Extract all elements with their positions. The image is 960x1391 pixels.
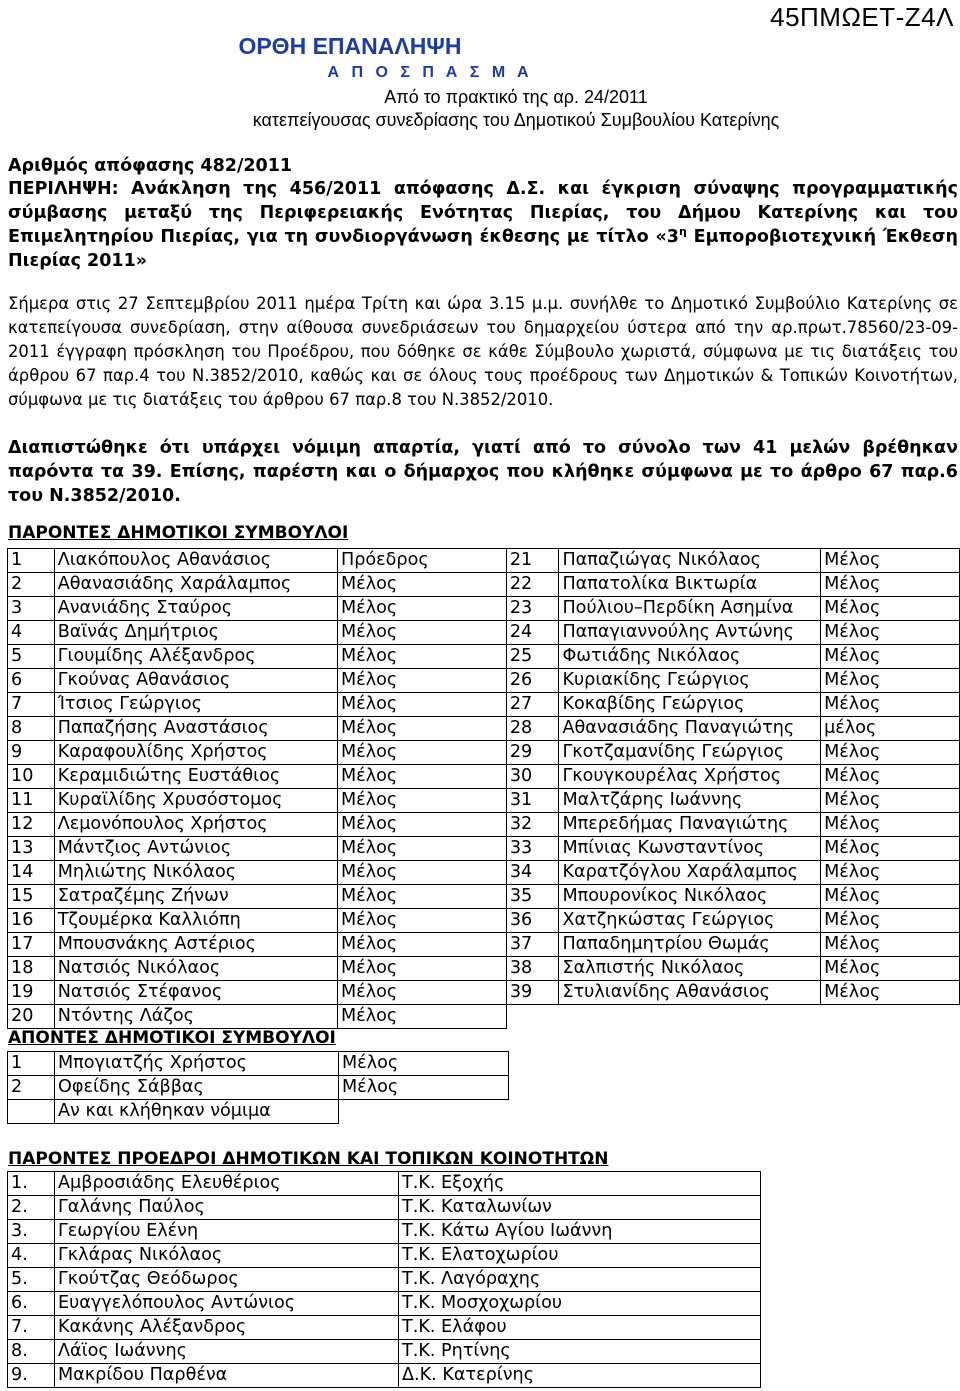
table-row — [8, 573, 960, 597]
table-row — [8, 837, 960, 861]
councillor-name: Παπατολίκα Βικτωρία — [559, 573, 821, 597]
community-name: Τ.Κ. Ελατοχωρίου — [399, 1244, 761, 1268]
councillor-name: Αθανασιάδης Χαράλαμπος — [54, 573, 337, 597]
community-presidents-table — [7, 1171, 761, 1388]
table-row — [8, 669, 960, 693]
table-row — [8, 1172, 761, 1196]
table-row — [8, 621, 960, 645]
councillor-number: 30 — [506, 765, 559, 789]
councillor-number: 34 — [506, 861, 559, 885]
councillor-number: 24 — [506, 621, 559, 645]
councillor-role: Μέλος — [821, 813, 960, 837]
councillor-role: Μέλος — [821, 597, 960, 621]
president-number: 3. — [8, 1220, 55, 1244]
table-row — [8, 1196, 761, 1220]
councillor-name: Γκουγκουρέλας Χρήστος — [559, 765, 821, 789]
community-name: Τ.Κ. Καταλωνίων — [399, 1196, 761, 1220]
present-councillors-heading: ΠΑΡΟΝΤΕΣ ΔΗΜΟΤΙΚΟΙ ΣΥΜΒΟΥΛΟΙ — [8, 523, 349, 543]
councillor-role: Μέλος — [338, 597, 507, 621]
councillor-number: 33 — [506, 837, 559, 861]
councillor-name: Κυριακίδης Γεώργιος — [559, 669, 821, 693]
councillor-number: 1 — [8, 549, 55, 573]
councillor-role: Μέλος — [338, 957, 507, 981]
table-row — [8, 1364, 761, 1388]
councillor-name: Γκούνας Αθανάσιος — [54, 669, 337, 693]
decision-number: Αριθμός απόφασης 482/2011 — [8, 156, 293, 176]
summary-text: ΠΕΡΙΛΗΨΗ: Ανάκληση της 456/2011 απόφασης Δ.Σ. και έγκριση σύναψης προγραμματικής σύμβασης μεταξύ της Περιφερειακής Ενότητας Πιερίας, του Δήμου Κατερίνης και του Επιμελητηρίου Πιερίας, για τη συνδιοργάνωση έκθεσης με τίτλο «3 — [8, 179, 958, 247]
councillor-role: Μέλος — [338, 981, 507, 1005]
president-number: 1. — [8, 1172, 55, 1196]
councillor-name: Παπαγιαννούλης Αντώνης — [559, 621, 821, 645]
councillor-name: Κεραμιδιώτης Ευστάθιος — [54, 765, 337, 789]
councillor-number: 6 — [8, 669, 55, 693]
councillor-number: 10 — [8, 765, 55, 789]
councillor-role: Μέλος — [821, 981, 960, 1005]
councillor-name: Παπαζιώγας Νικόλαος — [559, 549, 821, 573]
president-name: Γκλάρας Νικόλαος — [55, 1244, 399, 1268]
table-row — [8, 693, 960, 717]
councillor-role: Μέλος — [338, 621, 507, 645]
table-row — [8, 1340, 761, 1364]
correction-title: ΟΡΘΗ ΕΠΑΝΑΛΗΨΗ — [238, 33, 462, 59]
councillor-role: Μέλος — [338, 669, 507, 693]
president-number: 7. — [8, 1316, 55, 1340]
table-row — [8, 741, 960, 765]
table-row — [8, 885, 960, 909]
councillor-number: 16 — [8, 909, 55, 933]
president-name: Λάϊος Ιωάννης — [55, 1340, 399, 1364]
president-number: 8. — [8, 1340, 55, 1364]
councillor-number: 17 — [8, 933, 55, 957]
session-description: κατεπείγουσας συνεδρίασης του Δημοτικού Συμβουλίου Κατερίνης — [252, 110, 780, 130]
councillor-name: Μπογιατζής Χρήστος — [55, 1052, 339, 1076]
councillor-role: Μέλος — [338, 861, 507, 885]
ada-code: 45ΠΜΩΕΤ-Ζ4Λ — [770, 2, 954, 32]
president-number: 4. — [8, 1244, 55, 1268]
councillor-name: Σαλπιστής Νικόλαος — [559, 957, 821, 981]
councillor-name: Μπουρονίκος Νικόλαος — [559, 885, 821, 909]
table-row — [8, 933, 960, 957]
table-row — [8, 1268, 761, 1292]
councillor-role: Μέλος — [339, 1052, 509, 1076]
councillor-role: Μέλος — [821, 741, 960, 765]
councillor-number: 21 — [506, 549, 559, 573]
councillor-number: 25 — [506, 645, 559, 669]
councillor-number: 11 — [8, 789, 55, 813]
councillor-number: 22 — [506, 573, 559, 597]
councillor-name: Ίτσιος Γεώργιος — [54, 693, 337, 717]
councillor-number: 27 — [506, 693, 559, 717]
table-row — [8, 957, 960, 981]
empty-cell — [339, 1100, 509, 1124]
councillor-name: Πούλιου–Περδίκη Ασημίνα — [559, 597, 821, 621]
councillor-role: Μέλος — [338, 885, 507, 909]
councillor-name: Νατσιός Νικόλαος — [54, 957, 337, 981]
president-number: 6. — [8, 1292, 55, 1316]
president-name: Γεωργίου Ελένη — [55, 1220, 399, 1244]
summary-superscript: η — [678, 225, 687, 239]
councillor-role: Μέλος — [338, 645, 507, 669]
councillor-role: Μέλος — [821, 837, 960, 861]
councillor-number: 38 — [506, 957, 559, 981]
extract-title: Α Π Ο Σ Π Α Σ Μ Α — [327, 64, 533, 81]
president-number: 9. — [8, 1364, 55, 1388]
councillor-name: Ντόντης Λάζος — [54, 1005, 337, 1029]
table-row — [8, 1316, 761, 1340]
table-row — [8, 765, 960, 789]
councillor-name: Μπουσνάκης Αστέριος — [54, 933, 337, 957]
table-row — [8, 813, 960, 837]
councillor-number: 35 — [506, 885, 559, 909]
table-row — [8, 1100, 509, 1124]
councillor-number: 39 — [506, 981, 559, 1005]
councillor-name: Παπαζήσης Αναστάσιος — [54, 717, 337, 741]
president-name: Μακρίδου Παρθένα — [55, 1364, 399, 1388]
table-row — [8, 1220, 761, 1244]
table-row — [8, 1005, 960, 1029]
community-name: Τ.Κ. Ρητίνης — [399, 1340, 761, 1364]
minutes-reference: Από το πρακτικό της αρ. 24/2011 — [384, 87, 648, 107]
table-row — [8, 717, 960, 741]
councillor-name: Τζουμέρκα Καλλιόπη — [54, 909, 337, 933]
table-row — [8, 789, 960, 813]
councillor-name: Μπερεδήμας Παναγιώτης — [559, 813, 821, 837]
councillor-number: 26 — [506, 669, 559, 693]
councillor-name: Μαλτζάρης Ιωάννης — [559, 789, 821, 813]
councillor-role: Μέλος — [338, 573, 507, 597]
councillor-number: 3 — [8, 597, 55, 621]
councillor-role: Μέλος — [821, 909, 960, 933]
councillor-name: Κοκαβίδης Γεώργιος — [559, 693, 821, 717]
community-name: Τ.Κ. Λαγόραχης — [399, 1268, 761, 1292]
councillor-role: Μέλος — [338, 813, 507, 837]
councillor-role: Μέλος — [821, 789, 960, 813]
councillor-role: Μέλος — [338, 741, 507, 765]
councillor-name: Αθανασιάδης Παναγιώτης — [559, 717, 821, 741]
community-name: Δ.Κ. Κατερίνης — [399, 1364, 761, 1388]
councillor-name: Βαϊνάς Δημήτριος — [54, 621, 337, 645]
table-row — [8, 1292, 761, 1316]
councillor-name: Μάντζιος Αντώνιος — [54, 837, 337, 861]
councillor-role: Μέλος — [338, 717, 507, 741]
councillor-role: Μέλος — [821, 693, 960, 717]
councillor-number: 32 — [506, 813, 559, 837]
councillor-name: Μηλιώτης Νικόλαος — [54, 861, 337, 885]
councillor-role: Μέλος — [821, 885, 960, 909]
councillor-role: Μέλος — [338, 933, 507, 957]
present-councillors-table — [7, 548, 960, 1029]
president-name: Γαλάνης Παύλος — [55, 1196, 399, 1220]
table-row — [8, 981, 960, 1005]
councillor-role: Μέλος — [821, 549, 960, 573]
councillor-name: Οφείδης Σάββας — [55, 1076, 339, 1100]
president-name: Κακάνης Αλέξανδρος — [55, 1316, 399, 1340]
councillor-role: Μέλος — [338, 1005, 507, 1029]
councillor-role: Μέλος — [338, 765, 507, 789]
councillor-number: 31 — [506, 789, 559, 813]
councillor-name: Ανανιάδης Σταύρος — [54, 597, 337, 621]
president-number: 2. — [8, 1196, 55, 1220]
councillor-name: Νατσιός Στέφανος — [54, 981, 337, 1005]
table-row — [8, 645, 960, 669]
president-name: Αμβροσιάδης Ελευθέριος — [55, 1172, 399, 1196]
councillor-role: μέλος — [821, 717, 960, 741]
councillor-role: Μέλος — [821, 933, 960, 957]
councillor-name: Μπίνιας Κωνσταντίνος — [559, 837, 821, 861]
absent-councillors-heading: ΑΠΟΝΤΕΣ ΔΗΜΟΤΙΚΟΙ ΣΥΜΒΟΥΛΟΙ — [8, 1028, 336, 1048]
councillor-name: Στυλιανίδης Αθανάσιος — [559, 981, 821, 1005]
table-row — [8, 909, 960, 933]
councillor-number: 9 — [8, 741, 55, 765]
meeting-body-text: Σήμερα στις 27 Σεπτεμβρίου 2011 ημέρα Τρίτη και ώρα 3.15 μ.μ. συνήλθε το Δημοτικό Συμβούλιο Κατερίνης σε κατεπείγουσα συνεδρίαση, στην αίθουσα συνεδριάσεων του δημαρχείου ύστερα από την αρ.πρωτ.78560/23-09-2011 έγγραφη πρόσκληση του Προέδρου, που δόθηκε σε κάθε Σύμβουλο χωριστά, σύμφωνα με τις διατάξεις του άρθρου 67 παρ.4 του Ν.3852/2010, καθώς και σε όλους τους προέδρους των Δημοτικών & Τοπικών Κοινοτήτων, σύμφωνα με τις διατάξεις του άρθρου 67 παρ.8 του Ν.3852/2010. — [8, 294, 958, 409]
councillor-role: Μέλος — [338, 837, 507, 861]
councillor-number: 2 — [8, 573, 55, 597]
councillor-role: Μέλος — [821, 957, 960, 981]
president-name: Γκούτζας Θεόδωρος — [55, 1268, 399, 1292]
councillor-number: 37 — [506, 933, 559, 957]
decision-summary — [8, 177, 958, 273]
community-name: Τ.Κ. Εξοχής — [399, 1172, 761, 1196]
councillor-name: Φωτιάδης Νικόλαος — [559, 645, 821, 669]
empty-cell — [8, 1100, 55, 1124]
table-row — [8, 861, 960, 885]
councillor-name: Καραφουλίδης Χρήστος — [54, 741, 337, 765]
councillor-number: 4 — [8, 621, 55, 645]
table-row — [8, 597, 960, 621]
empty-cell — [506, 1005, 959, 1029]
councillor-role: Μέλος — [821, 669, 960, 693]
councillor-role: Μέλος — [821, 621, 960, 645]
councillor-name: Γιουμίδης Αλέξανδρος — [54, 645, 337, 669]
councillor-role: Μέλος — [821, 645, 960, 669]
councillor-number: 1 — [8, 1052, 55, 1076]
councillor-name: Σατραζέμης Ζήνων — [54, 885, 337, 909]
community-name: Τ.Κ. Κάτω Αγίου Ιωάννη — [399, 1220, 761, 1244]
councillor-number: 18 — [8, 957, 55, 981]
table-row — [8, 549, 960, 573]
councillor-number: 14 — [8, 861, 55, 885]
present-presidents-heading: ΠΑΡΟΝΤΕΣ ΠΡΟΕΔΡΟΙ ΔΗΜΟΤΙΚΩΝ ΚΑΙ ΤΟΠΙΚΩΝ ΚΟΙΝΟΤΗΤΩΝ — [8, 1149, 609, 1169]
president-name: Ευαγγελόπουλος Αντώνιος — [55, 1292, 399, 1316]
councillor-number: 20 — [8, 1005, 55, 1029]
councillor-number: 5 — [8, 645, 55, 669]
councillor-name: Καρατζόγλου Χαράλαμπος — [559, 861, 821, 885]
councillor-number: 19 — [8, 981, 55, 1005]
table-row — [8, 1244, 761, 1268]
councillor-number: 15 — [8, 885, 55, 909]
table-row — [8, 1052, 509, 1076]
councillor-name: Γκοτζαμανίδης Γεώργιος — [559, 741, 821, 765]
councillor-role: Μέλος — [338, 909, 507, 933]
quorum-statement: Διαπιστώθηκε ότι υπάρχει νόμιμη απαρτία, γιατί από το σύνολο των 41 μελών βρέθηκαν παρόντα τα 39. Επίσης, παρέστη και ο δήμαρχος που κλήθηκε σύμφωνα με το άρθρο 67 παρ.6 του Ν.3852/2010. — [8, 438, 958, 506]
councillor-number: 28 — [506, 717, 559, 741]
summary-text-end: Εμποροβιοτεχνική Έκθεση Πιερίας 2011» — [8, 227, 958, 271]
councillor-role: Πρόεδρος — [338, 549, 507, 573]
councillor-role: Μέλος — [821, 861, 960, 885]
absent-councillors-table — [7, 1051, 509, 1124]
councillor-role: Μέλος — [821, 765, 960, 789]
councillor-role: Μέλος — [338, 789, 507, 813]
councillor-number: 36 — [506, 909, 559, 933]
president-number: 5. — [8, 1268, 55, 1292]
councillor-name: Λεμονόπουλος Χρήστος — [54, 813, 337, 837]
councillor-name: Κυραϊλίδης Χρυσόστομος — [54, 789, 337, 813]
councillor-number: 7 — [8, 693, 55, 717]
councillor-number: 13 — [8, 837, 55, 861]
councillor-name: Παπαδημητρίου Θωμάς — [559, 933, 821, 957]
councillor-name: Χατζηκώστας Γεώργιος — [559, 909, 821, 933]
councillor-name: Λιακόπουλος Αθανάσιος — [54, 549, 337, 573]
absent-note: Αν και κλήθηκαν νόμιμα — [55, 1100, 339, 1124]
councillor-role: Μέλος — [339, 1076, 509, 1100]
councillor-number: 8 — [8, 717, 55, 741]
councillor-role: Μέλος — [338, 693, 507, 717]
councillor-number: 29 — [506, 741, 559, 765]
councillor-number: 23 — [506, 597, 559, 621]
councillor-role: Μέλος — [821, 573, 960, 597]
community-name: Τ.Κ. Ελάφου — [399, 1316, 761, 1340]
community-name: Τ.Κ. Μοσχοχωρίου — [399, 1292, 761, 1316]
councillor-number: 12 — [8, 813, 55, 837]
table-row — [8, 1076, 509, 1100]
councillor-number: 2 — [8, 1076, 55, 1100]
